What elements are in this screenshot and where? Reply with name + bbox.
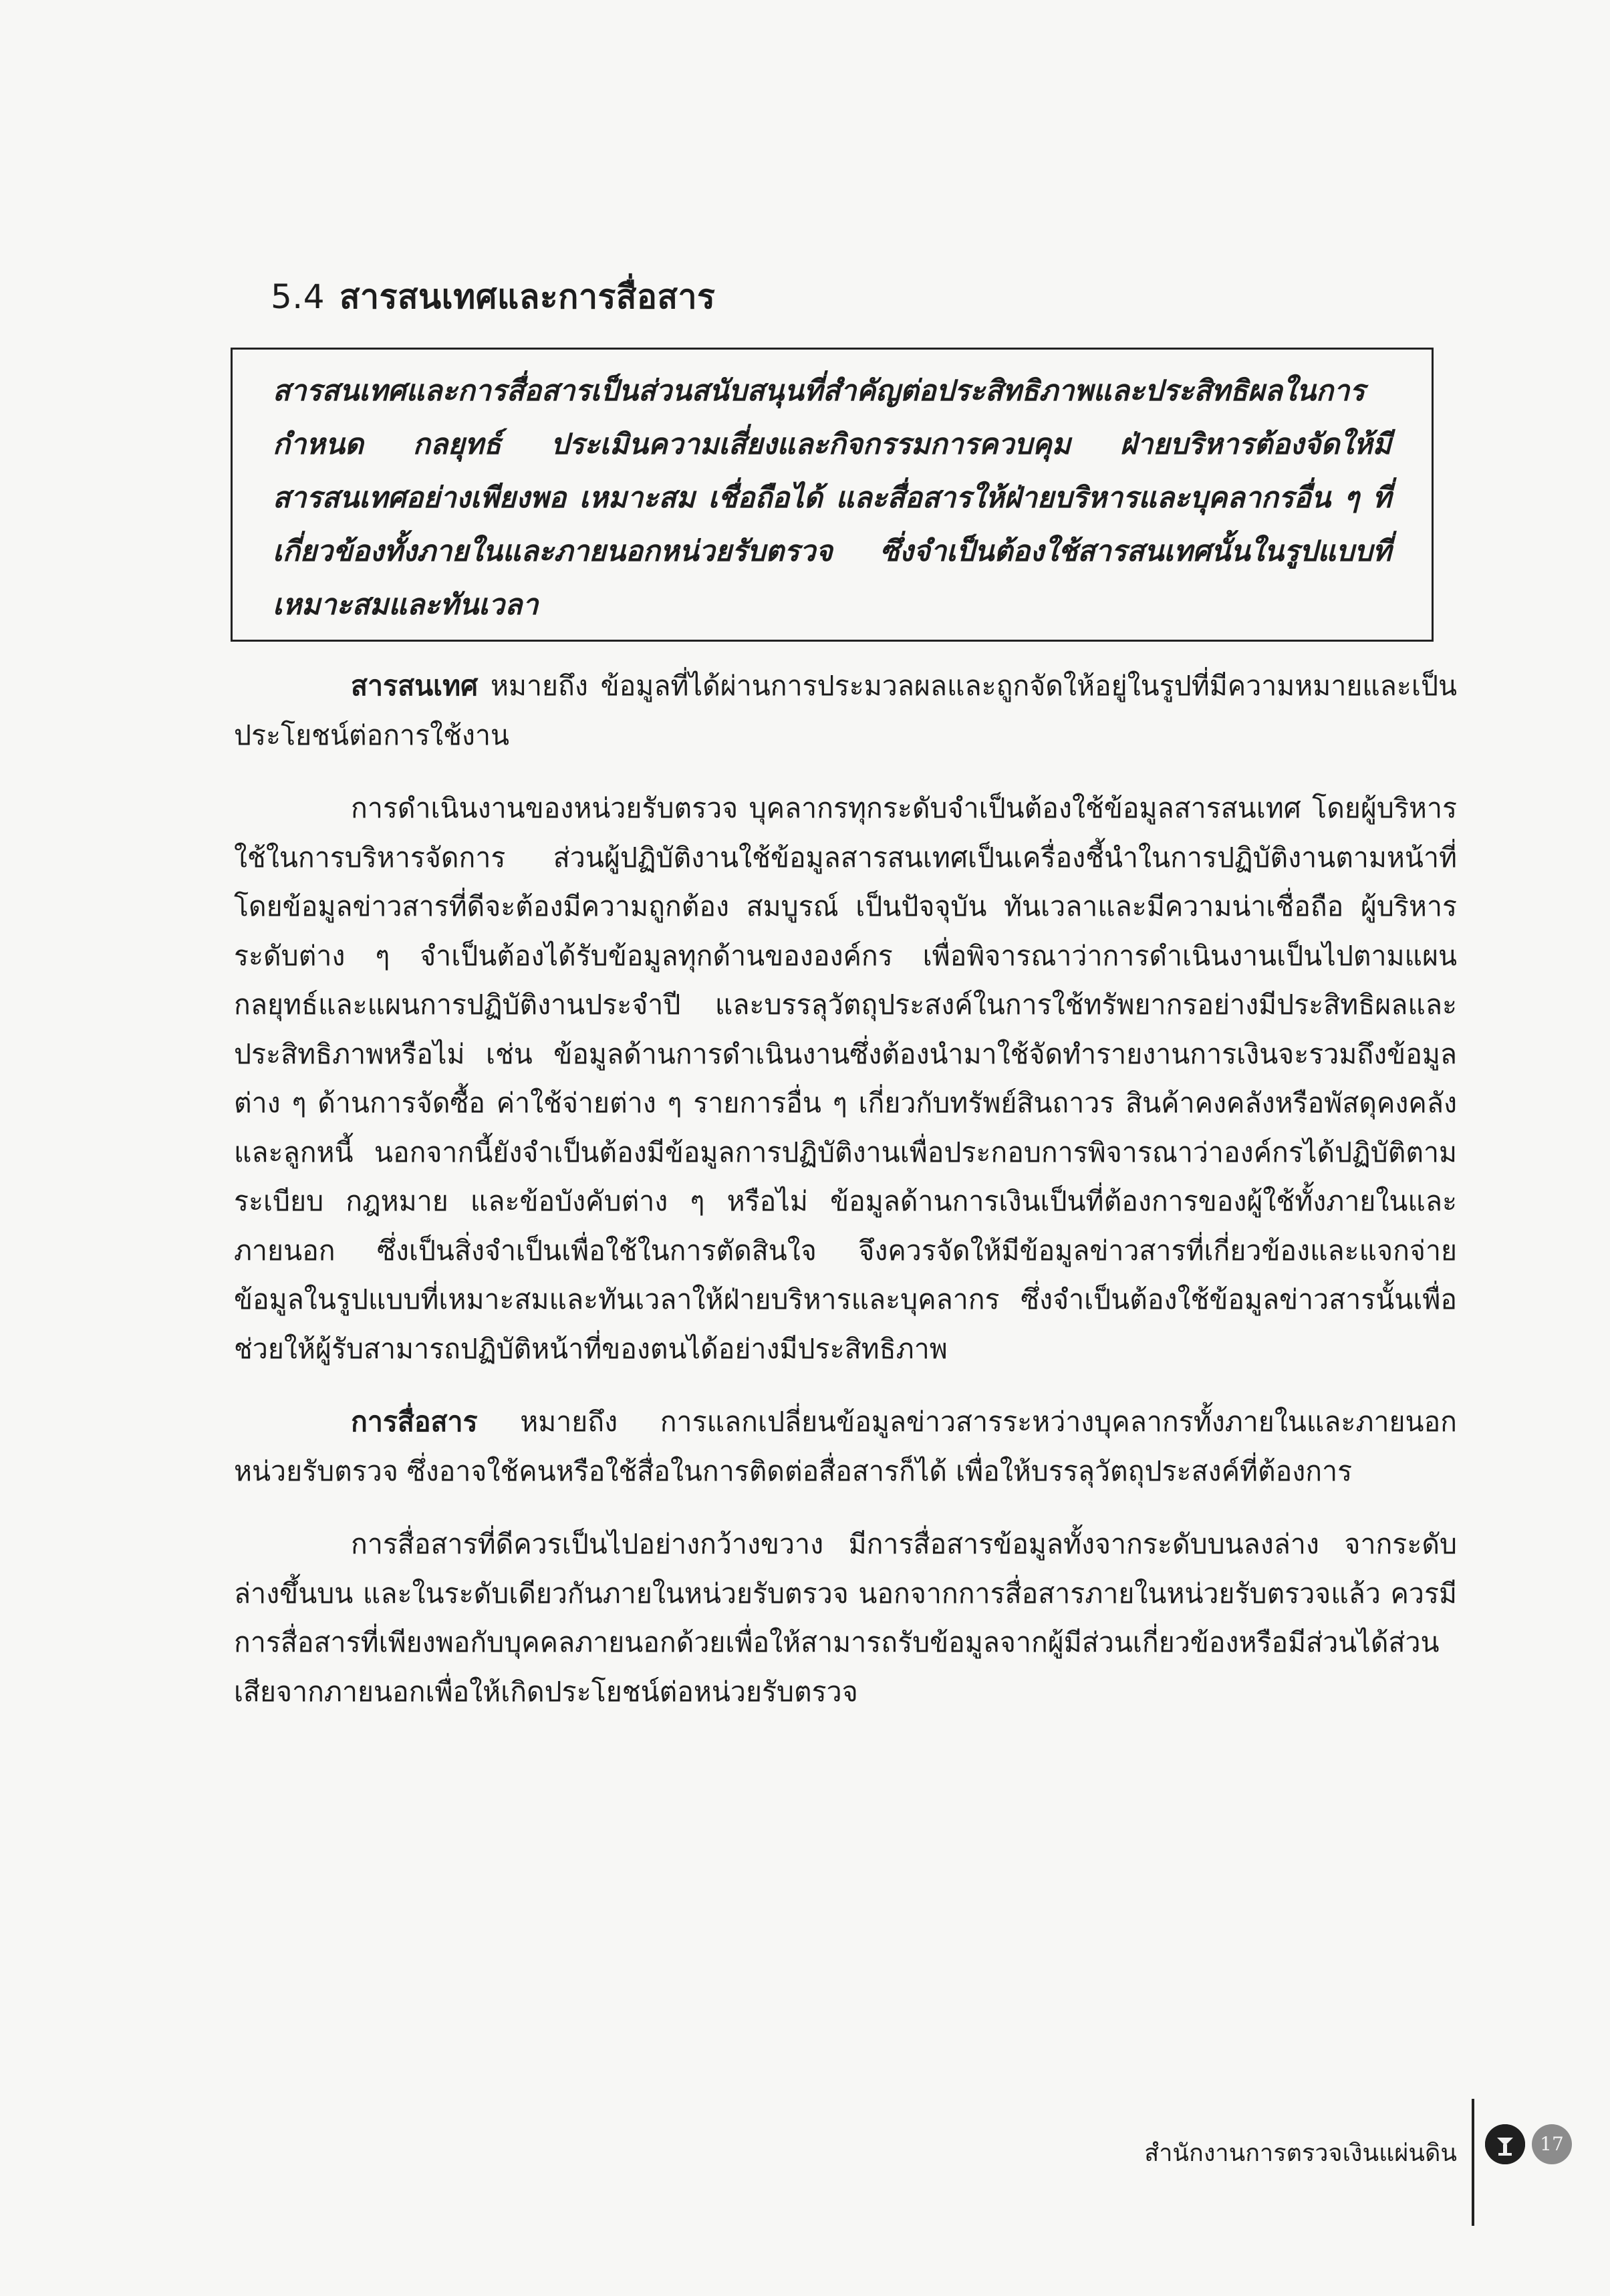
section-number: 5.4 xyxy=(271,277,325,316)
principle-text: สารสนเทศและการสื่อสารเป็นส่วนสนับสนุนที่สำคัญต่อประสิทธิภาพและประสิทธิผลในการกำหนด กลยุทธ์ ประเมินความเสี่ยงและกิจกรรมการควบคุม ฝ่ายบริหารต้องจัดให้มีสารสนเทศอย่างเพียงพอ เหมาะสม เชื่อถือได้ และสื่อสารให้ฝ่ายบริหารและบุคลากรอื่น ๆ ที่เกี่ยวข้องทั้งภายในและภายนอกหน่วยรับตรวจ ซึ่งจำเป็นต้องใช้สารสนเทศนั้นในรูปแบบที่เหมาะสมและทันเวลา xyxy=(273,374,1391,622)
definition-information: หมายถึง ข้อมูลที่ได้ผ่านการประมวลผลและถูกจัดให้อยู่ในรูปที่มีความหมายและเป็นประโยชน์ต่อการใช้งาน xyxy=(234,670,1457,751)
term-information: สารสนเทศ xyxy=(351,670,479,702)
page-number-badge: 17 xyxy=(1532,2124,1572,2164)
section-heading xyxy=(271,271,715,324)
paragraph-communication-practice: การสื่อสารที่ดีควรเป็นไปอย่างกว้างขวาง มีการสื่อสารข้อมูลทั้งจากระดับบนลงล่าง จากระดับล่างขึ้นบน และในระดับเดียวกันภายในหน่วยรับตรวจ นอกจากการสื่อสารภายในหน่วยรับตรวจแล้ว ควรมีการสื่อสารที่เพียงพอกับบุคคลภายนอกด้วยเพื่อให้สามารถรับข้อมูลจากผู้มีส่วนเกี่ยวข้องหรือมีส่วนได้ส่วนเสียจากภายนอกเพื่อให้เกิดประโยชน์ต่อหน่วยรับตรวจ xyxy=(234,1528,1457,1708)
definition-communication: หมายถึง การแลกเปลี่ยนข้อมูลข่าวสารระหว่างบุคลากรทั้งภายในและภายนอกหน่วยรับตรวจ ซึ่งอาจใช้คนหรือใช้สื่อในการติดต่อสื่อสารก็ได้ เพื่อให้บรรลุวัตถุประสงค์ที่ต้องการ xyxy=(234,1406,1457,1487)
paragraph-communication-definition xyxy=(234,1398,1457,1496)
page-footer xyxy=(1002,2119,1564,2199)
emblem-icon xyxy=(1485,2124,1525,2164)
paragraph-information-definition xyxy=(234,662,1457,760)
paragraph-information-usage: การดำเนินงานของหน่วยรับตรวจ บุคลากรทุกระดับจำเป็นต้องใช้ข้อมูลสารสนเทศ โดยผู้บริหารใช้ในการบริหารจัดการ ส่วนผู้ปฏิบัติงานใช้ข้อมูลสารสนเทศเป็นเครื่องชี้นำในการปฏิบัติงานตามหน้าที่ โดยข้อมูลข่าวสารที่ดีจะต้องมีความถูกต้อง สมบูรณ์ เป็นปัจจุบัน ทันเวลาและมีความน่าเชื่อถือ ผู้บริหารระดับต่าง ๆ จำเป็นต้องได้รับข้อมูลทุกด้านขององค์กร เพื่อพิจารณาว่าการดำเนินงานเป็นไปตามแผนกลยุทธ์และแผนการปฏิบัติงานประจำปี และบรรลุวัตถุประสงค์ในการใช้ทรัพยากรอย่างมีประสิทธิผลและประสิทธิภาพหรือไม่ เช่น ข้อมูลด้านการดำเนินงานซึ่งต้องนำมาใช้จัดทำรายงานการเงินจะรวมถึงข้อมูลต่าง ๆ ด้านการจัดซื้อ ค่าใช้จ่ายต่าง ๆ รายการอื่น ๆ เกี่ยวกับทรัพย์สินถาวร สินค้าคงคลังหรือพัสดุคงคลัง และลูกหนี้ นอกจากนี้ยังจำเป็นต้องมีข้อมูลการปฏิบัติงานเพื่อประกอบการพิจารณาว่าองค์กรได้ปฏิบัติตามระเบียบ กฎหมาย และข้อบังคับต่าง ๆ หรือไม่ ข้อมูลด้านการเงินเป็นที่ต้องการของผู้ใช้ทั้งภายในและภายนอก ซึ่งเป็นสิ่งจำเป็นเพื่อใช้ในการตัดสินใจ จึงควรจัดให้มีข้อมูลข่าวสารที่เกี่ยวข้องและแจกจ่ายข้อมูลในรูปแบบที่เหมาะสมและทันเวลาให้ฝ่ายบริหารและบุคลากร ซึ่งจำเป็นต้องใช้ข้อมูลข่าวสารนั้นเพื่อช่วยให้ผู้รับสามารถปฏิบัติหน้าที่ของตนได้อย่างมีประสิทธิภาพ xyxy=(234,792,1457,1365)
footer-organization: สำนักงานการตรวจเงินแผ่นดิน xyxy=(1144,2140,1457,2167)
principle-box xyxy=(231,348,1434,642)
footer-divider xyxy=(1472,2099,1474,2226)
term-communication: การสื่อสาร xyxy=(351,1406,478,1438)
section-title: สารสนเทศและการสื่อสาร xyxy=(340,277,716,316)
body-text xyxy=(234,662,1457,1716)
